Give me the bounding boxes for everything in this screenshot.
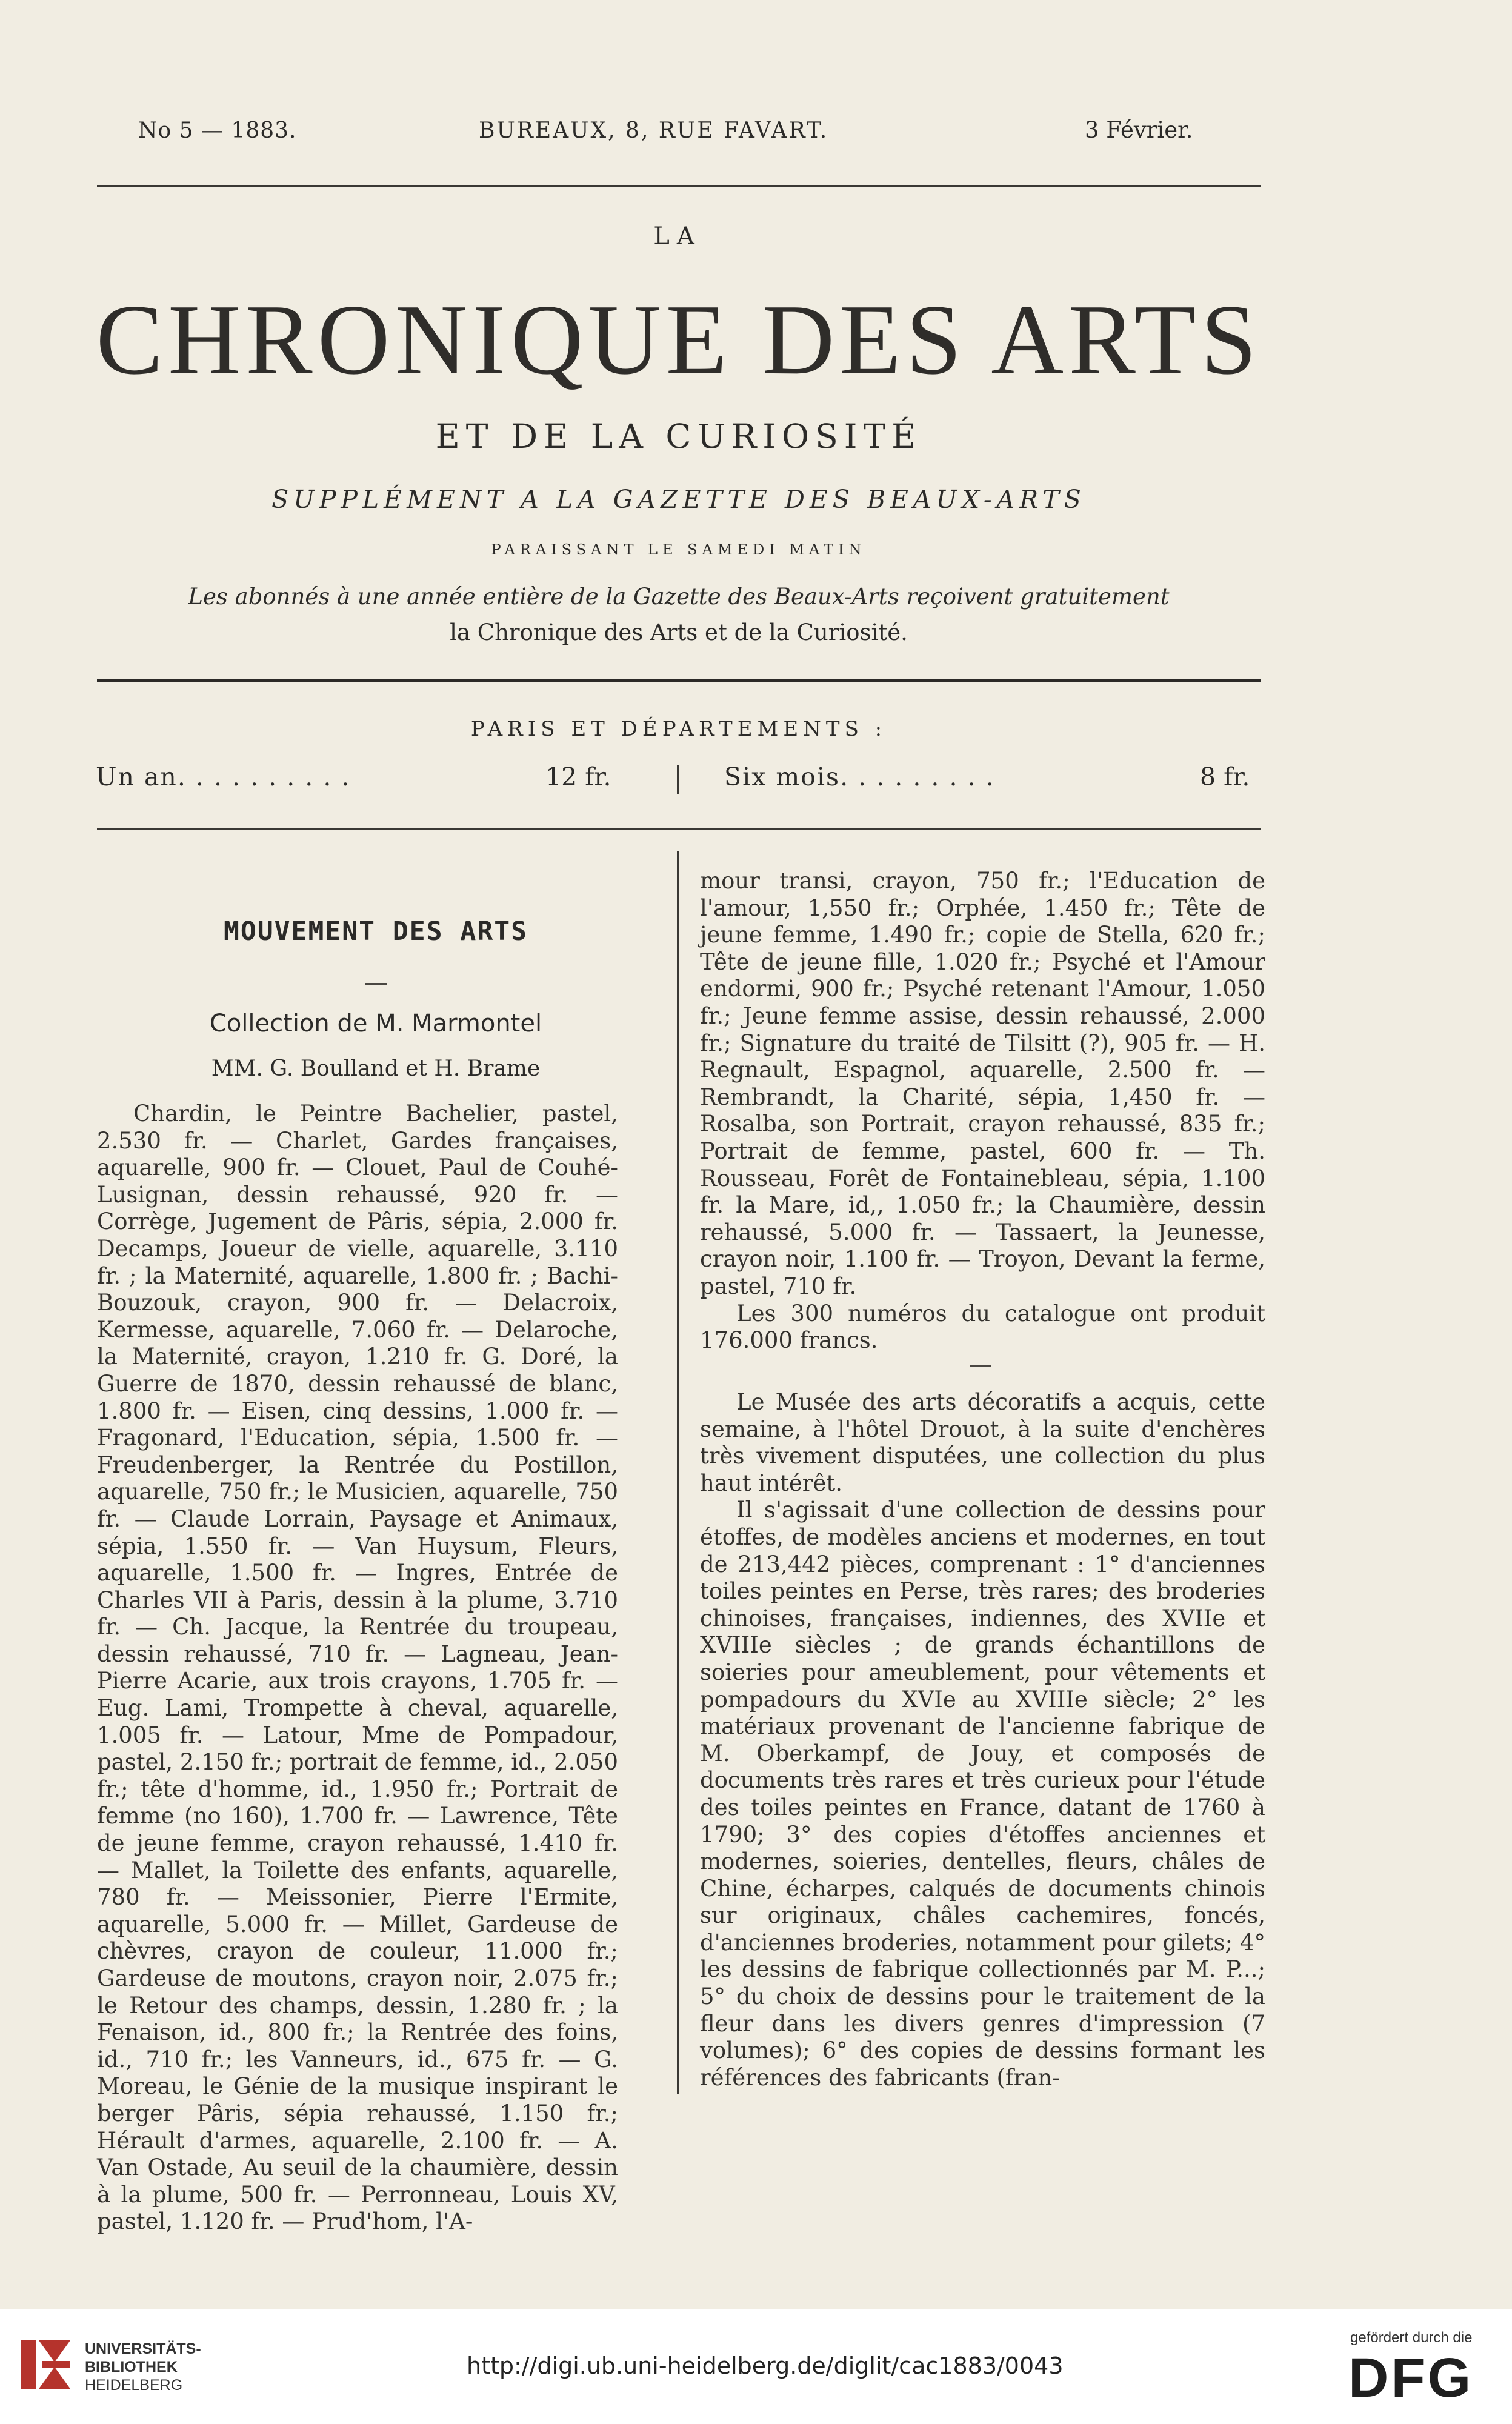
museum-acquisition-details: Il s'agissait d'une collection de dessins pour étoffes, de modèles anciens et modernes, en tout de 213,442 pièces, comprenant : 1° d'anciennes toiles peintes en Perse, très rares; des broderies chinoises, françaises, indiennes, des XVIIe et XVIIIe siècles ; de grands échantillons de soieries pour ameublement, pour vêtements et pompadours du XVIe au XVIIIe siècle; 2° les matériaux provenant de l'ancienne fabrique de M. Oberkampf, de Jouy, et composés de documents très rares et très curieux pour l'étude des toiles peintes en France, datant de 1760 à 1790; 3° des copies d'étoffes anciennes et modernes, soieries, dentelles, fleurs, châles de Chine, écharpes, calqués de documents chinois sur originaux, châles cachemires, foncés, d'anciennes broderies, notamment pour gilets; 4° les dessins de fabrique collectionnés par M. P...; 5° du choix de dessins pour le traitement de la fleur dans les divers genres d'impression (7 volumes); 6° des copies de dessins formant les références des fabricants (fran-: [700, 1497, 1265, 2091]
library-name-3: HEIDELBERG: [85, 2377, 183, 2394]
masthead-rule: [97, 679, 1261, 682]
subscription-heading: PARIS ET DÉPARTEMENTS :: [470, 717, 887, 741]
column-divider: [677, 851, 679, 2094]
library-logo-icon: [18, 2334, 74, 2395]
issue-date: 3 Février.: [1085, 117, 1193, 143]
subscription-half-price: 8 fr.: [1200, 762, 1250, 791]
supplement-line: SUPPLÉMENT A LA GAZETTE DES BEAUX-ARTS: [271, 485, 1086, 514]
subscriber-notice-line2: la Chronique des Arts et de la Curiosité.: [450, 619, 908, 645]
auction-results-left: [97, 1100, 618, 2236]
dfg-logo: DFG: [1348, 2347, 1474, 2409]
subscription-year-price: 12 fr.: [545, 762, 611, 791]
article-dash: [970, 1365, 991, 1367]
issue-number: No 5 — 1883.: [138, 118, 297, 143]
funding-note: gefördert durch die: [1350, 2329, 1473, 2346]
collection-title: Collection de M. Marmontel: [209, 1010, 542, 1037]
section-title: MOUVEMENT DES ARTS: [224, 916, 528, 947]
subscription-divider: [677, 765, 679, 794]
title-article: LA: [653, 222, 702, 250]
library-name-2: BIBLIOTHEK: [85, 2359, 178, 2376]
catalogue-total: Les 300 numéros du catalogue ont produit 176.000 francs.: [700, 1300, 1265, 1354]
auction-results-right: [700, 868, 1265, 1354]
newspaper-subtitle: ET DE LA CURIOSITÉ: [435, 417, 922, 456]
library-name-1: UNIVERSITÄTS-: [85, 2340, 201, 2357]
auction-results-continued: mour transi, crayon, 750 fr.; l'Education de l'amour, 1,550 fr.; Orphée, 1.450 fr.; Tête de jeune femme, 1.490 fr.; copie de Stella, 620 fr.; Tête de jeune fille, 1.020 fr.; Psyché et l'Amour endormi, 900 fr.; Psyché retenant l'Amour, 1.050 fr.; Jeune femme assise, dessin rehaussé, 2.000 fr.; Signature du traité de Tilsitt (?), 905 fr. — H. Regnault, Espagnol, aquarelle, 2.500 fr. — Rembrandt, la Charité, sépia, 1,450 fr. — Rosalba, son Portrait, crayon rehaussé, 835 fr.; Portrait de femme, pastel, 600 fr. — Th. Rousseau, Forêt de Fontainebleau, sépia, 1.100 fr. la Mare, id,, 1.050 fr.; la Chaumière, dessin rehaussé, 5.000 fr. — Tassaert, la Jeunesse, crayon noir, 1.100 fr. — Troyon, Devant la ferme, pastel, 710 fr.: [700, 868, 1265, 1299]
subscription-half-label: Six mois. . . . . . . . .: [724, 762, 995, 791]
source-url-link[interactable]: http://digi.ub.uni-heidelberg.de/diglit/cac1883/0043: [467, 2352, 1064, 2379]
digitization-footer: [0, 2309, 1512, 2424]
section-dash: [365, 983, 387, 985]
museum-acquisition: [700, 1389, 1265, 2091]
experts-line: MM. G. Boulland et H. Brame: [211, 1056, 541, 1081]
header-rule: [97, 185, 1261, 187]
newspaper-title: CHRONIQUE DES ARTS: [96, 284, 1262, 395]
auction-results-text: Chardin, le Peintre Bachelier, pastel, 2.530 fr. — Charlet, Gardes françaises, aquarelle, 900 fr. — Clouet, Paul de Couhé-Lusignan, dessin rehaussé, 920 fr. — Corrège, Jugement de Pâris, sépia, 2.000 fr. Decamps, Joueur de vielle, aquarelle, 3.110 fr. ; la Maternité, aquarelle, 1.800 fr. ; Bachi-Bouzouk, crayon, 900 fr. — Delacroix, Kermesse, aquarelle, 7.060 fr. — Delaroche, la Maternité, crayon, 1.210 fr. G. Doré, la Guerre de 1870, dessin rehaussé de blanc, 1.800 fr. — Eisen, cinq dessins, 1.000 fr. — Fragonard, l'Education, sépia, 1.500 fr. — Freudenberger, la Rentrée du Postillon, aquarelle, 750 fr.; le Musicien, aquarelle, 750 fr. — Claude Lorrain, Paysage et Animaux, sépia, 1.550 fr. — Van Huysum, Fleurs, aquarelle, 1.500 fr. — Ingres, Entrée de Charles VII à Paris, dessin à la plume, 3.710 fr. — Ch. Jacque, la Rentrée du troupeau, dessin rehaussé, 710 fr. — Lagneau, Jean-Pierre Acarie, aux trois crayons, 1.705 fr. — Eug. Lami, Trompette à cheval, aquarelle, 1.005 fr. — Latour, Mme de Pompadour, pastel, 2.150 fr.; portrait de femme, id., 2.050 fr.; tête d'homme, id., 1.950 fr.; Portrait de femme (no 160), 1.700 fr. — Lawrence, Tête de jeune femme, crayon rehaussé, 1.410 fr. — Mallet, la Toilette des enfants, aquarelle, 780 fr. — Meissonier, Pierre l'Ermite, aquarelle, 5.000 fr. — Millet, Gardeuse de chèvres, crayon de couleur, 11.000 fr.; Gardeuse de moutons, crayon noir, 2.075 fr.; le Retour des champs, dessin, 1.280 fr. ; la Fenaison, id., 800 fr.; la Rentrée des foins, id., 710 fr.; les Vanneurs, id., 675 fr. — G. Moreau, le Génie de la musique inspirant le berger Pâris, sépia rehaussé, 1.150 fr.; Hérault d'armes, aquarelle, 2.100 fr. — A. Van Ostade, Au seuil de la chaumière, dessin à la plume, 500 fr. — Perronneau, Louis XV, pastel, 1.120 fr. — Prud'hom, l'A-: [97, 1100, 618, 2235]
publication-schedule: PARAISSANT LE SAMEDI MATIN: [491, 541, 867, 558]
subscription-rule: [97, 828, 1261, 830]
subscription-year-label: Un an. . . . . . . . . .: [96, 762, 351, 791]
museum-acquisition-intro: Le Musée des arts décoratifs a acquis, cette semaine, à l'hôtel Drouot, à la suite d'enchères très vivement disputées, une collection du plus haut intérêt.: [700, 1389, 1265, 1496]
subscriber-notice-line1: Les abonnés à une année entière de la Gazette des Beaux-Arts reçoivent gratuitement: [188, 584, 1170, 610]
bureau-address: BUREAUX, 8, RUE FAVART.: [479, 118, 829, 143]
